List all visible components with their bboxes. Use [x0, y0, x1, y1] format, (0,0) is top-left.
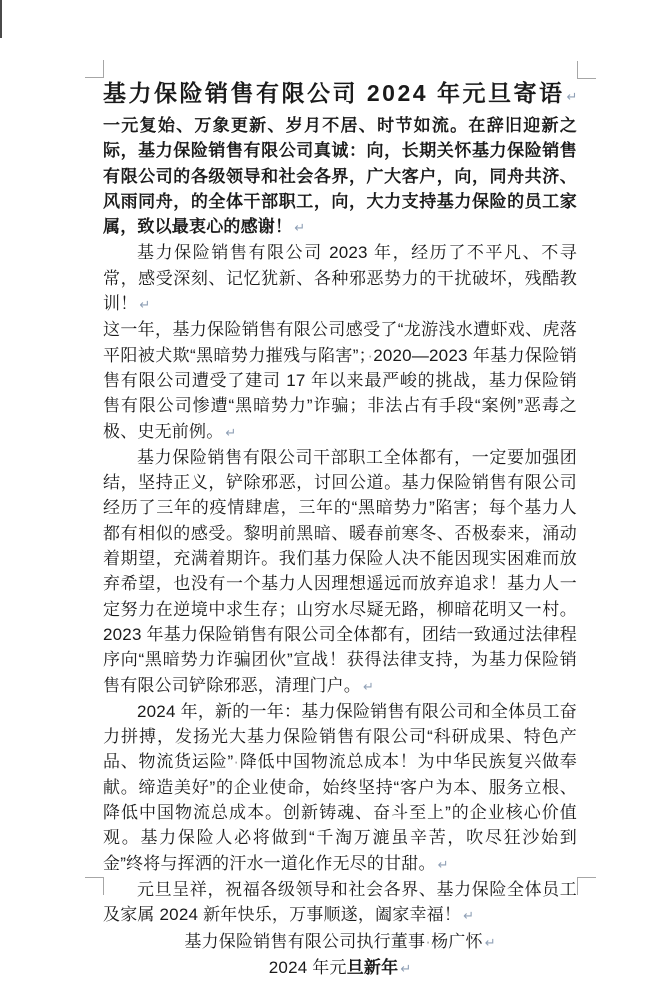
space-mark-icon: ·	[233, 752, 240, 772]
paragraph	[103, 699, 577, 877]
text-run: 旦新年	[346, 957, 399, 977]
paragraph	[103, 929, 577, 955]
paragraph-mark-icon: ↵	[225, 424, 237, 440]
text-run: 2020—2023 年基力保险销售有限公司遭受了建司 17 年以来最严峻的挑战，基力保险销售有限公司惨遭“黑暗势力”诈骗；非法占有手段“案例”恶毒之极、史无前例。	[103, 345, 577, 441]
paragraph	[103, 955, 577, 981]
margin-crop-mark-top-left	[85, 60, 104, 78]
space-mark-icon: ·	[425, 931, 432, 951]
space-mark-icon: ·	[367, 345, 374, 365]
window-edge-artifact	[0, 0, 2, 38]
paragraph	[103, 113, 577, 240]
paragraph-mark-icon: ↵	[437, 856, 449, 872]
text-run: 基力保险销售有限公司执行董事	[184, 931, 426, 951]
document-body	[103, 77, 577, 981]
document-title	[103, 77, 577, 113]
paragraph	[103, 445, 577, 699]
margin-crop-mark-bottom-right	[577, 877, 596, 895]
paragraph-mark-icon: ↵	[363, 678, 374, 694]
text-run: 基力保险销售有限公司 2023 年，经历了不平凡、不寻常，感受深刻、记忆犹新、各种邪恶势力的干扰破坏，残酷教训！	[103, 243, 577, 314]
margin-crop-mark-bottom-left	[85, 877, 104, 895]
text-run: 一元复始、万象更新、岁月不居、时节如流。在辞旧迎新之际，基力保险销售有限公司真诚：向，长期关怀基力保险销售有限公司的各级领导和社会各界，广大客户，向，同舟共济、风雨同舟，的全体干部职工，向，大力支持基力保险的员工家属，致以最衷心的感谢！	[103, 116, 577, 237]
paragraph-mark-icon: ↵	[566, 89, 578, 104]
text-run: 这一年，基力保险销售有限公司感受了“龙游浅水遭虾戏、虎落平阳被犬欺“黑暗势力摧残与陷害”；	[103, 320, 577, 365]
text-run: 2024 年元	[268, 957, 347, 977]
paragraph-mark-icon: ↵	[484, 934, 496, 950]
text-run: 杨广怀	[431, 931, 483, 951]
paragraph-mark-icon: ↵	[294, 220, 306, 236]
text-run: 元旦呈祥，祝福各级领导和社会各界、基力保险全体员工及家属 2024 新年快乐，万事顺遂，阖家幸福！	[103, 879, 577, 925]
paragraph-mark-icon: ↵	[139, 297, 151, 313]
paragraph	[103, 240, 577, 317]
paragraph	[103, 877, 577, 929]
paragraph	[103, 317, 577, 444]
document-title-text: 基力保险销售有限公司 2024 年元旦寄语	[103, 80, 565, 106]
text-run: 降低中国物流总成本！为中华民族复兴做奉献。缔造美好”的企业使命，始终坚持“客户为本、服务立根、降低中国物流总成本。创新铸魂、奋斗至上”的企业核心价值观。基力保险人必将做到“千淘万漉虽辛苦，吹尽狂沙始到金”终将与挥洒的汗水一道化作无尽的甘甜。	[103, 752, 577, 873]
text-run: 2024 年，新的一年：基力保险销售有限公司和全体员工奋力拼搏，发扬光大基力保险销售有限公司“科研成果、特色产品、物流货运险”	[103, 701, 577, 772]
paragraph-mark-icon: ↵	[463, 908, 474, 924]
margin-crop-mark-top-right	[577, 61, 596, 79]
text-run: 基力保险销售有限公司干部职工全体都有，一定要加强团结，坚持正义，铲除邪恶，讨回公道。基力保险销售有限公司经历了三年的疫情肆虐，三年的“黑暗势力”陷害；每个基力人都有相似的感受。黎明前黑暗、暖春前寒冬、否极泰来，涌动着期望，充满着期许。我们基力保险人决不能因现实困难而放弃希望，也没有一个基力人因理想遥远而放弃追求！基力人一定努力在逆境中求生存；山穷水尽疑无路，柳暗花明又一村。2023 年基力保险销售有限公司全体都有，团结一致通过法律程序向“黑暗势力诈骗团伙”宣战！获得法律支持，为基力保险销售有限公司铲除邪恶，清理门户。	[103, 447, 577, 695]
paragraph-mark-icon: ↵	[400, 960, 412, 976]
paragraph-container	[103, 113, 577, 981]
